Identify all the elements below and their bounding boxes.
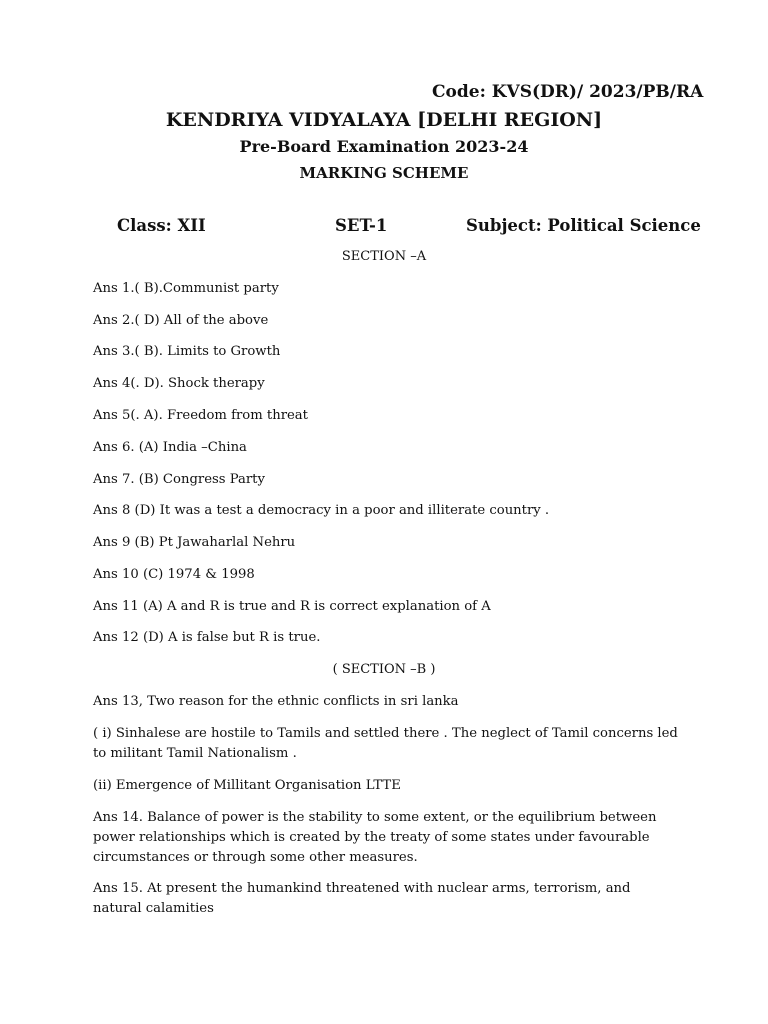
- answer-12: Ans 12 (D) A is false but R is true.: [93, 630, 321, 645]
- answer-13-point-2: (ii) Emergence of Millitant Organisation LTTE: [93, 778, 401, 793]
- answer-9: Ans 9 (B) Pt Jawaharlal Nehru: [93, 535, 296, 550]
- school-title: KENDRIYA VIDYALAYA [DELHI REGION]: [165, 109, 603, 131]
- set-label: SET-1: [335, 216, 388, 235]
- answer-3: Ans 3.( B). Limits to Growth: [93, 344, 281, 359]
- answer-8: Ans 8 (D) It was a test a democracy in a poor and illiterate country .: [93, 503, 550, 518]
- answer-5: Ans 5(. A). Freedom from threat: [93, 408, 308, 423]
- section-b-heading: ( SECTION –B ): [332, 662, 436, 677]
- answer-14: Ans 14. Balance of power is the stability to some extent, or the equilibrium between power relationships which is created by the treaty of some states under favourable circumstances or through some other measures.: [93, 810, 657, 865]
- answer-7: Ans 7. (B) Congress Party: [93, 472, 265, 487]
- marking-scheme-title: MARKING SCHEME: [299, 164, 469, 182]
- class-label: Class: XII: [117, 216, 206, 235]
- answer-11: Ans 11 (A) A and R is true and R is correct explanation of A: [93, 599, 491, 614]
- answer-4: Ans 4(. D). Shock therapy: [93, 376, 265, 391]
- answer-15: Ans 15. At present the humankind threatened with nuclear arms, terrorism, and natural calamities: [93, 881, 631, 916]
- answer-13-point-1: ( i) Sinhalese are hostile to Tamils and settled there . The neglect of Tamil concerns led to militant Tamil Nationalism .: [93, 726, 678, 761]
- exam-title: Pre-Board Examination 2023-24: [239, 137, 529, 156]
- subject-label: Subject: Political Science: [466, 216, 701, 235]
- answer-6: Ans 6. (A) India –China: [93, 440, 247, 455]
- document-code: Code: KVS(DR)/ 2023/PB/RA: [432, 82, 704, 102]
- answer-2: Ans 2.( D) All of the above: [93, 313, 269, 328]
- section-a-heading: SECTION –A: [341, 249, 427, 264]
- answer-13: Ans 13, Two reason for the ethnic conflicts in sri lanka: [93, 694, 459, 709]
- answer-10: Ans 10 (C) 1974 & 1998: [93, 567, 255, 582]
- answer-1: Ans 1.( B).Communist party: [93, 281, 279, 296]
